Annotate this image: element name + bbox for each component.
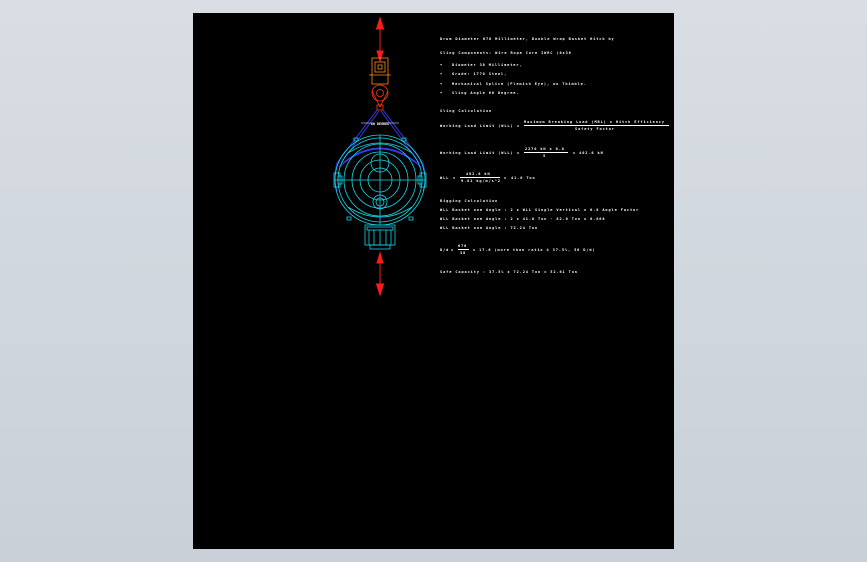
safe-capacity: Safe Capacity : 37.5% x 72.24 Ton = 52.61 Ton bbox=[440, 270, 578, 274]
angle-label: 60 DEGREE bbox=[370, 122, 390, 126]
bullet-marker-3: • bbox=[440, 82, 444, 86]
eq4-fraction-bar bbox=[458, 249, 469, 250]
eq4-result: = 17.6 (more than ratio 4 37.5%, 50 D/d) bbox=[473, 248, 596, 252]
sling-components-heading: Sling Components: Wire Rope Core IWRC (6x36 bbox=[440, 51, 572, 55]
eq1-numerator: Maximum Breaking Load (MBL) x Hitch Efficiency bbox=[524, 120, 665, 124]
eq4-denominator: 38 bbox=[460, 251, 467, 255]
drum bbox=[334, 135, 426, 249]
rigging-line-1: WLL Basket one Angle : 2 x WLL Single Vertical x 0.8 Angle Factor bbox=[440, 208, 640, 212]
bullet-item-3: Mechanical Splice (Flemish Eye), wo Thimble. bbox=[452, 82, 587, 86]
drawing-sheet bbox=[193, 13, 674, 549]
eq2-equals: = bbox=[517, 151, 521, 155]
eq1-lhs: Working Load Limit (WLL) bbox=[440, 124, 514, 128]
bottom-load-arrow bbox=[377, 253, 384, 295]
bullet-item-2: Grade: 1770 Steel, bbox=[452, 72, 508, 76]
eq1-denominator: Safety Factor bbox=[575, 127, 615, 131]
eq3-fraction-bar bbox=[460, 177, 500, 178]
rigging-line-2: WLL Basket one Angle : 2 x 41.0 Ton - 82.0 Ton x 0.866 bbox=[440, 217, 606, 221]
sling-calculation-heading: Sling Calculation bbox=[440, 109, 493, 113]
bullet-marker-4: • bbox=[440, 91, 444, 95]
eq1-equals: = bbox=[517, 124, 521, 128]
eq3-equals-2: = bbox=[504, 176, 508, 180]
title-line: Drum Diameter 670 Millimeter, Double Wrap Basket Hitch by bbox=[440, 37, 615, 41]
eq2-lhs: Working Load Limit (WLL) bbox=[440, 151, 514, 155]
eq2-fraction-bar bbox=[524, 152, 568, 153]
rigging-diagram bbox=[193, 13, 674, 549]
eq4-equals: = bbox=[451, 248, 455, 252]
eq4-lhs: D/d bbox=[440, 248, 450, 252]
eq3-result: 41.0 Ton bbox=[511, 176, 536, 180]
eq3-numerator: 402.6 kN bbox=[466, 172, 491, 176]
bullet-marker-1: • bbox=[440, 63, 444, 67]
eq2-result: = 402.6 kN bbox=[573, 151, 604, 155]
bullet-marker-2: • bbox=[440, 72, 444, 76]
eq2-denominator: 5 bbox=[543, 154, 547, 158]
eq3-denominator: 9.81 kg/m/s^2 bbox=[461, 179, 501, 183]
bullet-item-1: Diameter 38 Millimeter, bbox=[452, 63, 523, 67]
rigging-line-3: WLL Basket one Angle : 72.24 Ton bbox=[440, 226, 539, 230]
eq3-equals: = bbox=[453, 176, 457, 180]
bullet-item-4: Sling Angle 60 Degree. bbox=[452, 91, 520, 95]
eq3-lhs: WLL bbox=[440, 176, 450, 180]
top-load-arrow bbox=[377, 18, 384, 61]
eq1-fraction-bar bbox=[524, 125, 669, 126]
eq2-numerator: 2270 kN x 0.8 bbox=[525, 147, 565, 151]
eq4-numerator: 670 bbox=[458, 244, 468, 248]
shackle bbox=[369, 58, 391, 110]
rigging-calculation-heading: Rigging Calculation bbox=[440, 199, 499, 203]
